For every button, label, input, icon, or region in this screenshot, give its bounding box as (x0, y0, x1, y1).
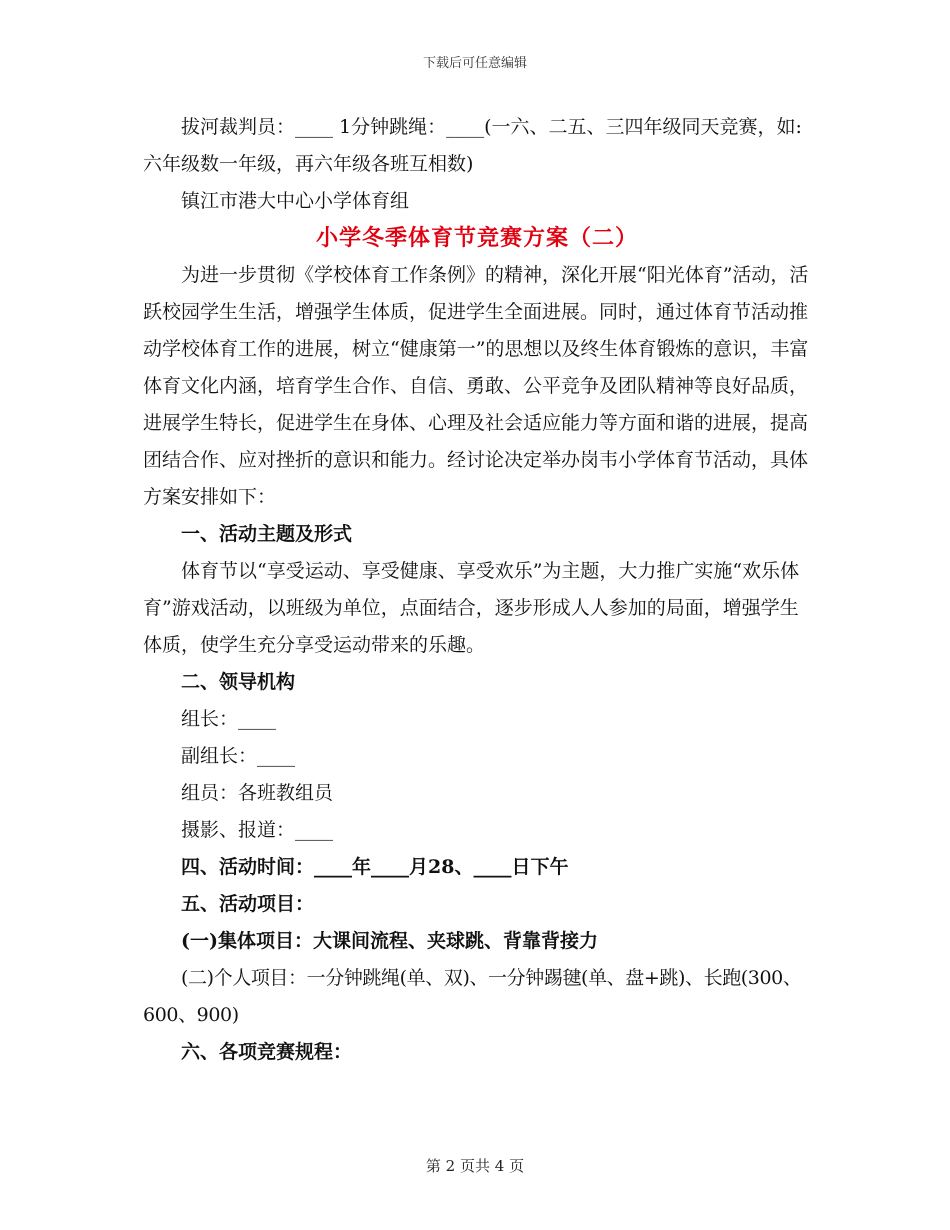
heading-events: 五、活动项目： (181, 893, 315, 915)
paragraph-individual-events: (二)个人项目：一分钟跳绳(单、双)、一分钟踢毽(单、盘+跳)、长跑(300、600、900) (143, 967, 802, 1026)
paragraph-intro: 为进一步贯彻《学校体育工作条例》的精神，深化开展“阳光体育”活动，活跃校园学生生活，增强学生体质，促进学生全面进展。同时，通过体育节活动推动学校体育工作的进展，树立“健康第一”的思想以及终生体育锻炼的意识，丰富体育文化内涵，培育学生合作、自信、勇敢、公平竞争及团队精神等良好品质，进展学生特长，促进学生在身体、心理及社会适应能力等方面和谐的进展，提高团结合作、应对挫折的意识和能力。经讨论决定举办岗韦小学体育节活动，具体方案安排如下： (143, 264, 809, 508)
line-members: 组员：各班教组员 (181, 782, 334, 804)
page-header: 下载后可任意编辑 (422, 56, 527, 71)
heading-time: 四、活动时间：____年____月28、____日下午 (181, 856, 569, 878)
paragraph-theme: 体育节以“享受运动、享受健康、享受欢乐”为主题，大力推广实施“欢乐体育”游戏活动，以班级为单位，点面结合，逐步形成人人参加的局面，增强学生体质，使学生充分享受运动带来的乐趣。 (143, 560, 800, 656)
line-leader: 组长：____ (181, 708, 277, 730)
line-group-events: (一)集体项目：大课间流程、夹球跳、背靠背接力 (181, 930, 598, 952)
paragraph-signature: 镇江市港大中心小学体育组 (181, 190, 410, 212)
heading-rules: 六、各项竞赛规程： (181, 1041, 353, 1063)
heading-leadership: 二、领导机构 (181, 671, 296, 693)
line-vice-leader: 副组长：____ (181, 745, 296, 767)
paragraph-referees: 拔河裁判员：____ 1分钟跳绳：____(一六、二五、三四年级同天竞赛，如:六年级数一年级，再六年级各班互相数) (143, 116, 802, 175)
document-title: 小学冬季体育节竞赛方案（二） (315, 225, 638, 251)
document-body (143, 109, 811, 1071)
line-photo-report: 摄影、报道：____ (181, 819, 334, 841)
heading-theme: 一、活动主题及形式 (181, 523, 353, 545)
page-footer: 第 2 页共 4 页 (425, 1157, 525, 1175)
